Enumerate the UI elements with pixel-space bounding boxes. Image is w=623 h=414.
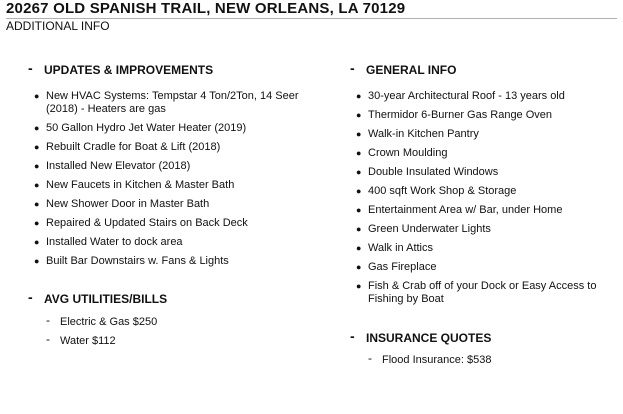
list-item-text: Installed Water to dock area (46, 236, 183, 248)
list-item-text: Built Bar Downstairs w. Fans & Lights (46, 255, 229, 267)
bullet-icon: ● (356, 205, 362, 215)
bullet-icon: ● (34, 180, 40, 190)
bullet-icon: ● (34, 237, 40, 247)
bullet-icon: ● (356, 167, 362, 177)
list-item-text: Green Underwater Lights (368, 223, 491, 235)
list-item-text: Entertainment Area w/ Bar, under Home (368, 204, 563, 216)
list-item-text: 400 sqft Work Shop & Storage (368, 185, 517, 197)
list-item-text: 50 Gallon Hydro Jet Water Heater (2019) (46, 122, 247, 134)
list-item (350, 223, 620, 236)
bullet-icon: ● (34, 218, 40, 228)
list-item (28, 332, 308, 348)
dash-icon: - (350, 60, 355, 76)
list-item (28, 217, 328, 230)
general-info-list (350, 90, 620, 306)
list-item-text: Crown Moulding (368, 147, 448, 159)
dash-icon: - (28, 60, 33, 76)
list-item (350, 166, 620, 179)
bullet-icon: ● (356, 243, 362, 253)
bullet-icon: ● (34, 91, 40, 101)
list-item-text: Flood Insurance: $538 (382, 354, 492, 366)
bullet-icon: ● (356, 129, 362, 139)
list-item-text: Water $112 (60, 335, 116, 347)
dash-icon: - (46, 332, 50, 346)
additional-info-subtitle: ADDITIONAL INFO (6, 19, 110, 33)
list-item (28, 122, 328, 135)
list-item-text: New HVAC Systems: Tempstar 4 Ton/2Ton, 14 Seer (2018) - Heaters are gas (46, 90, 299, 115)
list-item (350, 351, 620, 367)
dash-icon: - (350, 328, 355, 344)
list-item (350, 280, 620, 306)
list-item-text: Rebuilt Cradle for Boat & Lift (2018) (46, 141, 221, 153)
list-item-text: Walk in Attics (368, 242, 433, 254)
updates-heading-text: UPDATES & IMPROVEMENTS (44, 63, 214, 77)
bullet-icon: ● (356, 148, 362, 158)
updates-section (28, 60, 328, 274)
list-item (350, 242, 620, 255)
list-item (28, 179, 328, 192)
dash-icon: - (28, 289, 33, 305)
list-item (350, 261, 620, 274)
utilities-section (28, 289, 308, 354)
list-item (28, 236, 328, 249)
property-address-title: 20267 OLD SPANISH TRAIL, NEW ORLEANS, LA 70129 (6, 0, 406, 17)
list-item (350, 109, 620, 122)
general-info-heading-text: GENERAL INFO (366, 63, 457, 77)
list-item (350, 128, 620, 141)
insurance-heading-text: INSURANCE QUOTES (366, 331, 492, 345)
list-item-text: Gas Fireplace (368, 261, 437, 273)
list-item-text: Repaired & Updated Stairs on Back Deck (46, 217, 248, 229)
utilities-heading-text: AVG UTILITIES/BILLS (44, 292, 168, 306)
bullet-icon: ● (34, 123, 40, 133)
list-item-text: Walk-in Kitchen Pantry (368, 128, 479, 140)
list-item (28, 313, 308, 329)
list-item-text: Fish & Crab off of your Dock or Easy Access to Fishing by Boat (368, 280, 597, 305)
bullet-icon: ● (356, 262, 362, 272)
bullet-icon: ● (356, 224, 362, 234)
list-item-text: New Faucets in Kitchen & Master Bath (46, 179, 235, 191)
bullet-icon: ● (356, 186, 362, 196)
general-info-heading (350, 60, 620, 78)
bullet-icon: ● (34, 142, 40, 152)
list-item-text: 30-year Architectural Roof - 13 years old (368, 90, 565, 102)
bullet-icon: ● (34, 161, 40, 171)
list-item (28, 198, 328, 211)
document-header (6, 0, 617, 33)
general-info-section (350, 60, 620, 312)
list-item (350, 185, 620, 198)
list-item-text: Installed New Elevator (2018) (46, 160, 191, 172)
utilities-list (28, 313, 308, 348)
bullet-icon: ● (356, 110, 362, 120)
bullet-icon: ● (34, 256, 40, 266)
list-item-text: Thermidor 6-Burner Gas Range Oven (368, 109, 553, 121)
utilities-heading (28, 289, 308, 307)
list-item (28, 141, 328, 154)
updates-list (28, 90, 328, 268)
insurance-list (350, 351, 620, 367)
list-item (350, 90, 620, 103)
insurance-heading (350, 328, 620, 346)
list-item (350, 147, 620, 160)
bullet-icon: ● (356, 91, 362, 101)
dash-icon: - (368, 351, 372, 365)
updates-heading (28, 60, 328, 78)
dash-icon: - (46, 313, 50, 327)
list-item (28, 255, 328, 268)
list-item-text: Electric & Gas $250 (60, 316, 158, 328)
bullet-icon: ● (34, 199, 40, 209)
list-item (28, 90, 328, 116)
list-item-text: Double Insulated Windows (368, 166, 499, 178)
list-item (350, 204, 620, 217)
list-item (28, 160, 328, 173)
bullet-icon: ● (356, 281, 362, 291)
list-item-text: New Shower Door in Master Bath (46, 198, 210, 210)
insurance-section (350, 328, 620, 367)
